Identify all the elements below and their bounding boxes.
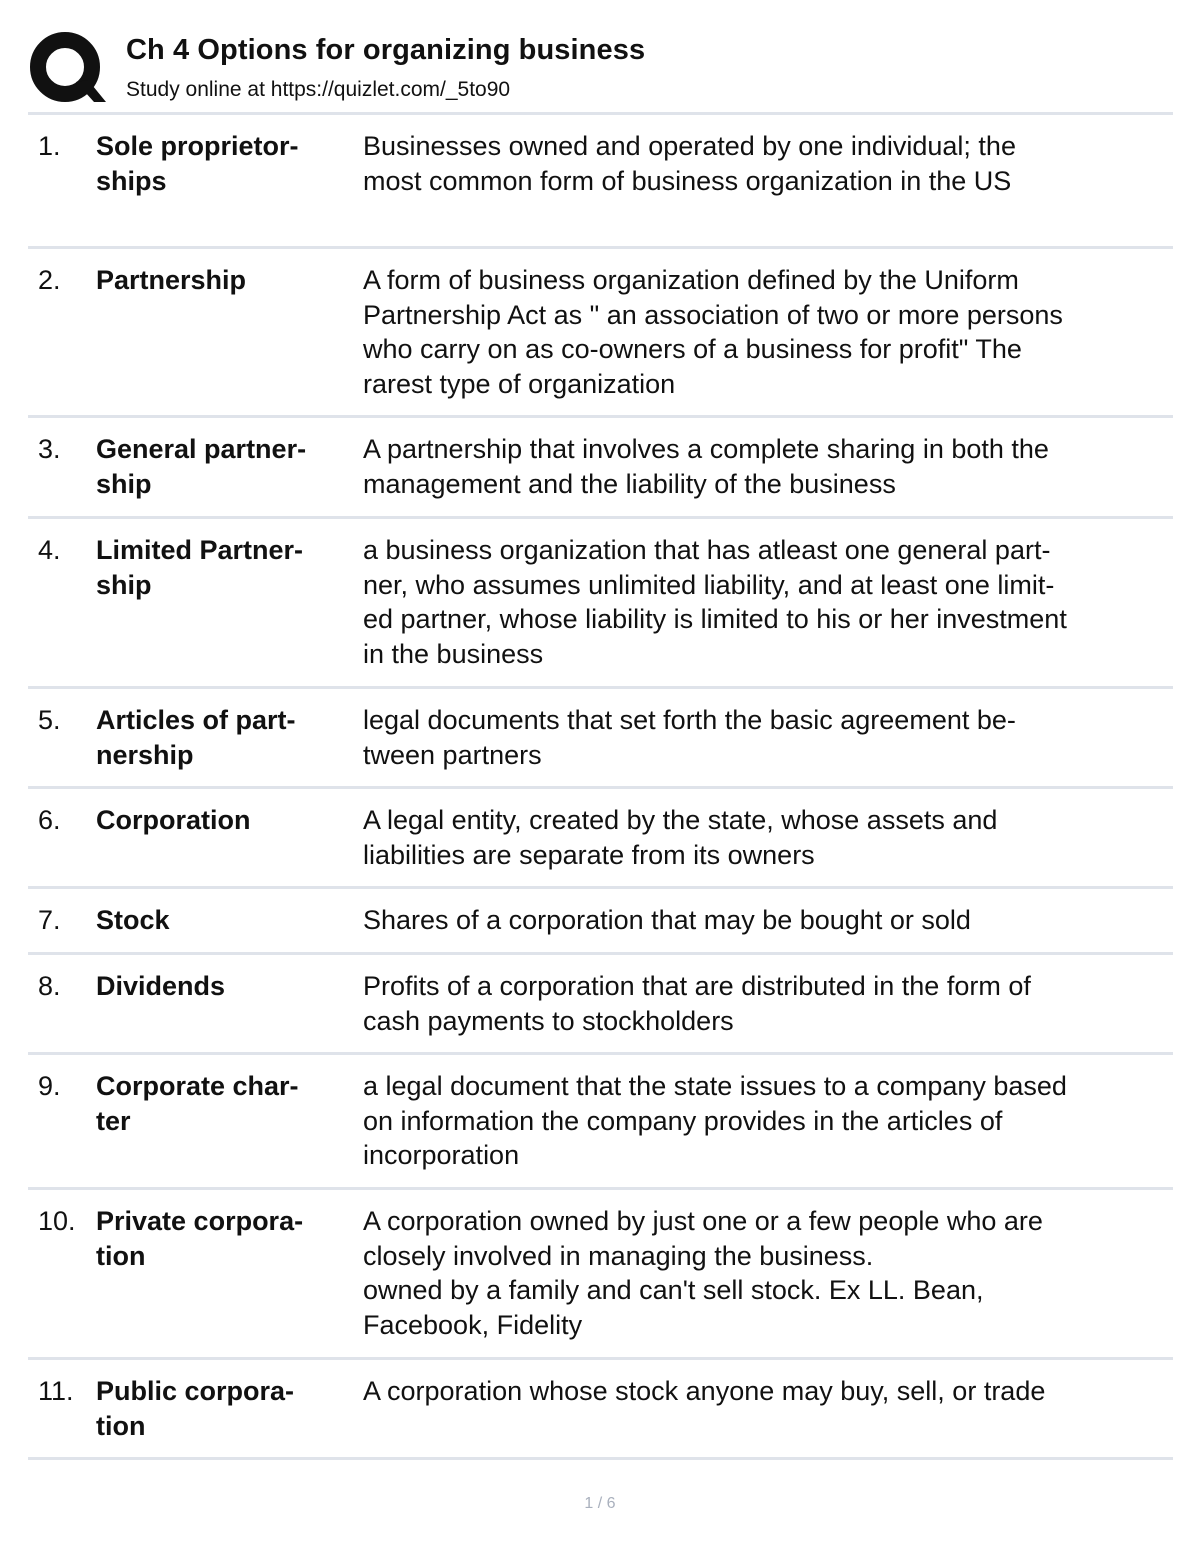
card-number: 4. [38,535,61,565]
card-definition: Shares of a corporation that may be bought or sold [363,905,971,935]
card-term: Private corpora- tion [96,1206,304,1271]
flashcard-row [28,115,1173,249]
flashcard-row [28,1360,1173,1460]
card-definition: a legal document that the state issues to a company based on information the company provides in the articles of incorporation [363,1071,1067,1170]
card-number: 8. [38,971,61,1001]
card-definition: a business organization that has atleast one general part- ner, who assumes unlimited liability, and at least one limit- ed partner, whose liability is limited to his or her investment in the business [363,535,1067,669]
card-term: Sole proprietor- ships [96,131,299,196]
card-number: 1. [38,131,61,161]
card-definition: A partnership that involves a complete sharing in both the management and the liability of the business [363,434,1049,499]
card-number: 3. [38,434,61,464]
card-number: 11. [38,1376,74,1406]
card-term: Articles of part- nership [96,705,296,770]
flashcard-list [28,115,1173,1460]
card-number: 6. [38,805,61,835]
study-link[interactable]: Study online at https://quizlet.com/_5to90 [126,78,511,101]
flashcard-row [28,1055,1173,1190]
flashcard-row [28,418,1173,519]
page-title: Ch 4 Options for organizing business [126,34,646,66]
card-term: Limited Partner- ship [96,535,304,600]
card-definition: legal documents that set forth the basic agreement be- tween partners [363,705,1016,770]
card-definition: A form of business organization defined by the Uniform Partnership Act as " an association of two or more persons who carry on as co-owners of a business for profit" The rarest type of organization [363,265,1063,399]
card-definition: A corporation owned by just one or a few people who are closely involved in managing the business. owned by a family and can't sell stock. Ex LL. Bean, Facebook, Fidelity [363,1206,1043,1340]
card-term: General partner- ship [96,434,307,499]
quizlet-q-logo-icon [28,30,106,108]
flashcard-row [28,519,1173,689]
card-number: 7. [38,905,61,935]
card-term: Dividends [96,971,226,1001]
card-term: Partnership [96,265,247,295]
card-number: 5. [38,705,61,735]
card-number: 10. [38,1206,76,1236]
card-term: Stock [96,905,170,935]
flashcard-row [28,1190,1173,1360]
card-definition: Businesses owned and operated by one individual; the most common form of business organization in the US [363,131,1016,196]
card-definition: Profits of a corporation that are distributed in the form of cash payments to stockholders [363,971,1031,1036]
card-number: 9. [38,1071,61,1101]
card-definition: A corporation whose stock anyone may buy, sell, or trade [363,1376,1046,1406]
card-term: Corporate char- ter [96,1071,299,1136]
card-term: Public corpora- tion [96,1376,295,1441]
card-term: Corporation [96,805,251,835]
flashcard-row [28,955,1173,1055]
card-number: 2. [38,265,61,295]
card-definition: A legal entity, created by the state, whose assets and liabilities are separate from its owners [363,805,998,870]
flashcard-row [28,789,1173,889]
flashcard-row [28,249,1173,418]
flashcard-row [28,889,1173,955]
page-number: 1 / 6 [584,1495,616,1512]
page-header [28,28,1178,112]
flashcard-row [28,689,1173,789]
